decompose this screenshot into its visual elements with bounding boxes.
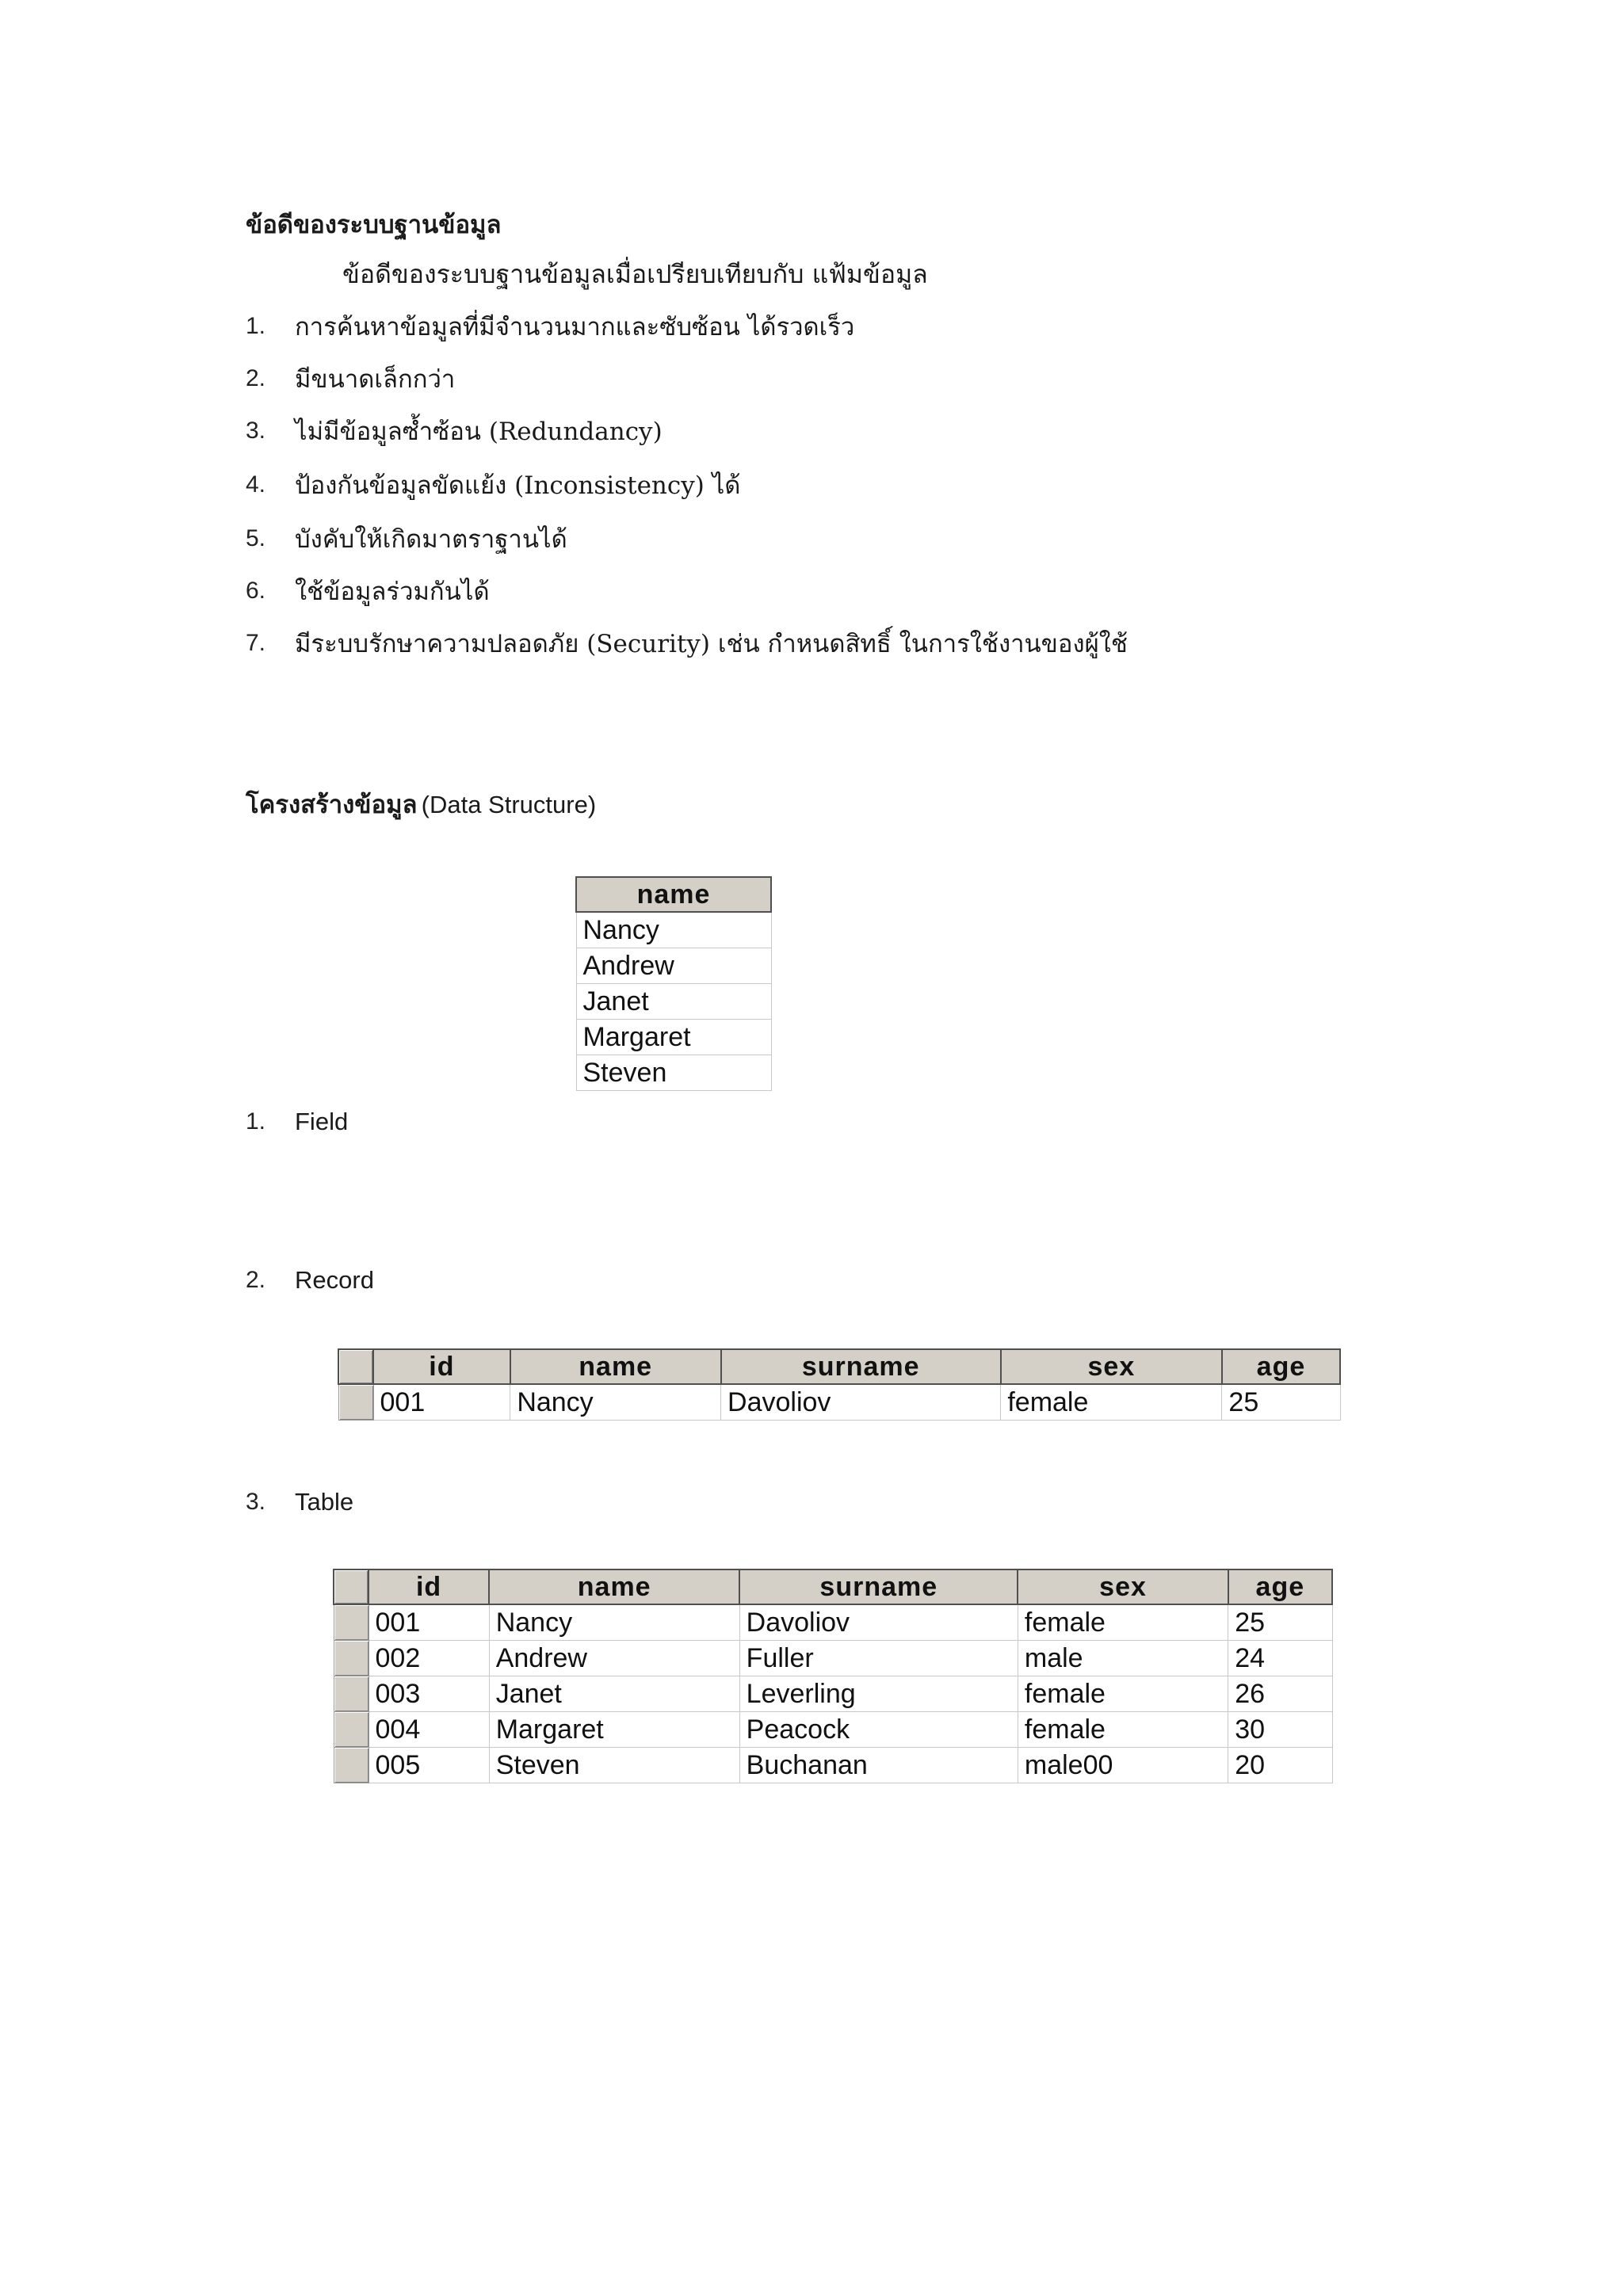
table-row xyxy=(338,1384,1340,1421)
field-cell: Andrew xyxy=(576,948,771,984)
cell-id: 005 xyxy=(369,1748,489,1783)
field-table xyxy=(575,876,772,1091)
row-selector-header xyxy=(338,1349,373,1384)
cell-age: 30 xyxy=(1228,1712,1332,1748)
list-text: บังคับให้เกิดมาตราฐานได้ xyxy=(295,525,567,554)
cell-age: 26 xyxy=(1228,1676,1332,1712)
list-number: 2. xyxy=(246,365,266,391)
table-row xyxy=(334,1641,1332,1676)
row-selector xyxy=(338,1384,373,1421)
field-cell: Margaret xyxy=(576,1020,771,1055)
field-cell: Janet xyxy=(576,984,771,1020)
field-label-row xyxy=(246,1104,348,1139)
table-row xyxy=(334,1604,1332,1641)
table-row xyxy=(334,1748,1332,1783)
list-item xyxy=(246,467,740,502)
cell-id: 001 xyxy=(373,1384,510,1421)
list-text: การค้นหาข้อมูลที่มีจำนวนมากและซับซ้อน ได้รวดเร็ว xyxy=(295,313,855,341)
cell-name: Margaret xyxy=(489,1712,739,1748)
field-label: Field xyxy=(295,1108,349,1135)
column-header: age xyxy=(1228,1569,1332,1604)
cell-surname: Peacock xyxy=(739,1712,1018,1748)
list-item xyxy=(246,414,663,448)
row-selector-header xyxy=(334,1569,369,1604)
list-item xyxy=(246,361,455,396)
cell-surname: Buchanan xyxy=(739,1748,1018,1783)
field-column-header: name xyxy=(576,877,771,912)
cell-id: 003 xyxy=(369,1676,489,1712)
cell-age: 25 xyxy=(1222,1384,1340,1421)
row-selector xyxy=(334,1676,369,1712)
cell-id: 001 xyxy=(369,1604,489,1641)
cell-age: 20 xyxy=(1228,1748,1332,1783)
intro-paragraph: ข้อดีของระบบฐานข้อมูลเมื่อเปรียบเทียบกับ แฟ้มข้อมูล xyxy=(342,259,928,289)
record-label: Record xyxy=(295,1266,374,1294)
list-text: มีระบบรักษาความปลอดภัย (Security) เช่น กำหนดสิทธิ์ ในการใช้งานของผู้ใช้ xyxy=(295,630,1128,658)
column-header: sex xyxy=(1018,1569,1228,1604)
column-header: name xyxy=(489,1569,739,1604)
cell-sex: male xyxy=(1018,1641,1228,1676)
record-label-row xyxy=(246,1263,374,1298)
section-title-thai: โครงสร้างข้อมูล xyxy=(246,791,418,819)
record-table xyxy=(338,1348,1341,1421)
row-selector xyxy=(334,1641,369,1676)
list-text: ไม่มีข้อมูลซ้ำซ้อน (Redundancy) xyxy=(295,418,663,446)
section-title-english: (Data Structure) xyxy=(421,791,597,818)
list-number: 7. xyxy=(246,630,266,656)
list-number: 3. xyxy=(246,418,266,444)
section-title-data-structure xyxy=(246,784,596,824)
cell-sex: female xyxy=(1018,1604,1228,1641)
column-header: surname xyxy=(721,1349,1001,1384)
column-header: name xyxy=(510,1349,721,1384)
record-number: 2. xyxy=(246,1267,266,1293)
cell-surname: Fuller xyxy=(739,1641,1018,1676)
table-label-row xyxy=(246,1485,353,1520)
cell-surname: Davoliov xyxy=(721,1384,1001,1421)
list-number: 6. xyxy=(246,578,266,604)
cell-surname: Leverling xyxy=(739,1676,1018,1712)
list-number: 5. xyxy=(246,525,266,551)
cell-name: Steven xyxy=(489,1748,739,1783)
field-number: 1. xyxy=(246,1108,266,1135)
list-item xyxy=(246,626,1128,661)
column-header: sex xyxy=(1001,1349,1222,1384)
cell-sex: female xyxy=(1001,1384,1222,1421)
list-item xyxy=(246,574,490,608)
cell-name: Nancy xyxy=(489,1604,739,1641)
field-cell: Steven xyxy=(576,1055,771,1091)
cell-surname: Davoliov xyxy=(739,1604,1018,1641)
field-cell: Nancy xyxy=(576,912,771,948)
cell-sex: female xyxy=(1018,1676,1228,1712)
cell-id: 002 xyxy=(369,1641,489,1676)
table-label: Table xyxy=(295,1488,354,1516)
table-number: 3. xyxy=(246,1489,266,1515)
cell-name: Andrew xyxy=(489,1641,739,1676)
list-item xyxy=(246,309,854,344)
row-selector xyxy=(334,1748,369,1783)
column-header: surname xyxy=(739,1569,1018,1604)
table-row xyxy=(334,1712,1332,1748)
list-text: มีขนาดเล็กกว่า xyxy=(295,365,456,394)
list-number: 4. xyxy=(246,471,266,498)
list-text: ป้องกันข้อมูลขัดแย้ง (Inconsistency) ได้ xyxy=(295,471,741,500)
list-text: ใช้ข้อมูลร่วมกันได้ xyxy=(295,578,490,606)
full-table xyxy=(333,1569,1333,1783)
cell-name: Nancy xyxy=(510,1384,721,1421)
column-header: id xyxy=(373,1349,510,1384)
cell-sex: female xyxy=(1018,1712,1228,1748)
section-title-advantages: ข้อดีของระบบฐานข้อมูล xyxy=(246,211,502,239)
row-selector xyxy=(334,1604,369,1641)
cell-id: 004 xyxy=(369,1712,489,1748)
list-number: 1. xyxy=(246,313,266,339)
column-header: age xyxy=(1222,1349,1340,1384)
cell-name: Janet xyxy=(489,1676,739,1712)
row-selector xyxy=(334,1712,369,1748)
cell-age: 24 xyxy=(1228,1641,1332,1676)
cell-sex: male00 xyxy=(1018,1748,1228,1783)
column-header: id xyxy=(369,1569,489,1604)
table-row xyxy=(334,1676,1332,1712)
cell-age: 25 xyxy=(1228,1604,1332,1641)
list-item xyxy=(246,521,567,556)
